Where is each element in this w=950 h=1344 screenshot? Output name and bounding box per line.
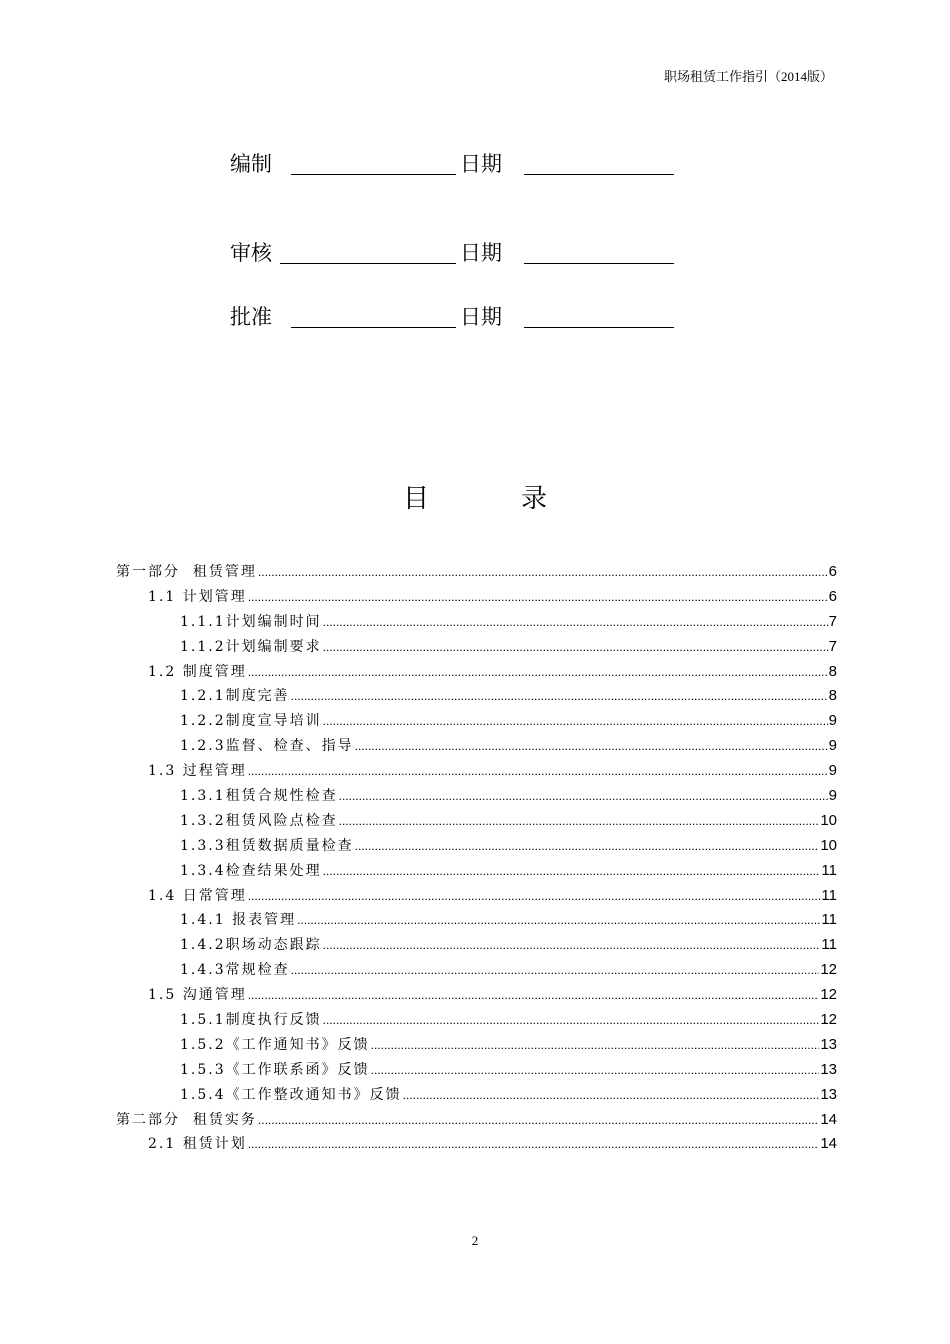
toc-entry-page: 12 <box>820 1011 837 1029</box>
toc-entry[interactable] <box>116 586 837 611</box>
toc-entry[interactable] <box>116 835 837 860</box>
toc-entry-page: 13 <box>820 1085 837 1103</box>
toc-dot-leader <box>248 764 828 778</box>
toc-entry-page: 6 <box>828 587 837 605</box>
toc-entry-label: 1.5.2《工作通知书》反馈 <box>180 1036 370 1053</box>
toc-entry-page: 8 <box>828 687 837 705</box>
toc-entry-label: 1.2 制度管理 <box>148 663 247 680</box>
toc-dot-leader <box>248 665 828 679</box>
toc-entry-page: 9 <box>828 737 837 755</box>
toc-dot-leader <box>248 590 828 604</box>
toc-entry-page: 10 <box>820 836 837 854</box>
toc-entry-label: 第二部分 租赁实务 <box>116 1111 257 1128</box>
toc-dot-leader <box>323 714 828 728</box>
toc-dot-leader <box>248 1137 820 1151</box>
toc-entry-label: 2.1 租赁计划 <box>148 1136 247 1153</box>
review-signature-line <box>280 263 456 264</box>
toc-entry-label: 1.4 日常管理 <box>148 887 247 904</box>
toc-entry[interactable] <box>116 1034 837 1059</box>
approve-signature-line <box>291 327 456 328</box>
toc-entry-page: 10 <box>820 811 837 829</box>
toc-title-char-2: 录 <box>521 484 548 514</box>
toc-dot-leader <box>297 913 820 927</box>
toc-entry-page: 14 <box>820 1110 837 1128</box>
toc-entry-page: 6 <box>828 563 837 580</box>
page-number: 2 <box>471 1233 479 1248</box>
toc-entry-label: 1.4.1 报表管理 <box>180 912 297 929</box>
toc-entry-label: 1.5.1制度执行反馈 <box>180 1012 322 1029</box>
toc-entry[interactable] <box>116 934 837 959</box>
toc-entry-page: 9 <box>828 712 837 730</box>
toc-dot-leader <box>323 1013 820 1027</box>
toc-entry-label: 1.1 计划管理 <box>148 588 247 605</box>
toc-title-char-1: 目 <box>402 484 429 514</box>
toc-entry-label: 1.3.1租赁合规性检查 <box>180 788 338 805</box>
toc-dot-leader <box>371 1063 820 1077</box>
toc-dot-leader <box>355 739 828 753</box>
toc-title <box>0 478 950 515</box>
toc-entry-page: 7 <box>828 612 837 630</box>
toc-entry-label: 1.3 过程管理 <box>148 763 247 780</box>
toc-entry-page: 9 <box>828 787 837 805</box>
toc-entry-label: 1.5.3《工作联系函》反馈 <box>180 1061 370 1078</box>
toc-entry[interactable] <box>116 885 837 910</box>
toc-entry[interactable] <box>116 860 837 885</box>
approve-date-label: 日期 <box>460 305 502 329</box>
review-date-label: 日期 <box>460 241 502 265</box>
toc-entry-label: 1.4.3常规检查 <box>180 962 290 979</box>
toc-entry-label: 1.1.1计划编制时间 <box>180 613 322 630</box>
toc-entry-page: 9 <box>828 762 837 780</box>
toc-entry[interactable] <box>116 661 837 686</box>
compile-date-line <box>524 174 674 175</box>
toc-entry[interactable] <box>116 760 837 785</box>
toc-entry-page: 12 <box>820 986 837 1004</box>
toc-entry-label: 1.2.2制度宣导培训 <box>180 713 322 730</box>
toc-entry[interactable] <box>116 959 837 984</box>
toc-entry-page: 11 <box>821 886 837 904</box>
toc-entry-page: 12 <box>820 961 837 979</box>
toc-dot-leader <box>291 963 820 977</box>
compile-label: 编制 <box>230 152 272 176</box>
toc-entry-page: 8 <box>828 662 837 680</box>
toc-dot-leader <box>323 938 821 952</box>
toc-dot-leader <box>258 1113 819 1127</box>
toc-dot-leader <box>291 689 828 703</box>
toc-dot-leader <box>355 839 820 853</box>
toc-entry[interactable] <box>116 810 837 835</box>
toc-entry-page: 11 <box>821 911 837 929</box>
toc-entry[interactable] <box>116 909 837 934</box>
toc-entry[interactable] <box>116 1059 837 1084</box>
toc-entry-page: 14 <box>820 1135 837 1153</box>
toc-dot-leader <box>339 789 828 803</box>
toc-entry-label: 1.4.2职场动态跟踪 <box>180 937 322 954</box>
running-header: 职场租赁工作指引（2014版） <box>663 69 833 84</box>
review-date-line <box>524 263 674 264</box>
toc-dot-leader <box>403 1088 820 1102</box>
toc-entry[interactable] <box>116 984 837 1009</box>
toc-entry[interactable] <box>116 685 837 710</box>
toc-entry[interactable] <box>116 710 837 735</box>
toc-entry-page: 13 <box>820 1060 837 1078</box>
toc-entry[interactable] <box>116 785 837 810</box>
toc-entry[interactable] <box>116 611 837 636</box>
approve-label: 批准 <box>230 305 272 329</box>
toc-entry[interactable] <box>116 735 837 760</box>
toc-entry[interactable] <box>116 561 837 586</box>
toc-entry-page: 13 <box>820 1035 837 1053</box>
review-label: 审核 <box>230 241 272 265</box>
toc-entry[interactable] <box>116 1009 837 1034</box>
table-of-contents <box>116 561 837 1158</box>
toc-entry-page: 7 <box>828 637 837 655</box>
toc-dot-leader <box>339 814 820 828</box>
toc-entry[interactable] <box>116 1109 837 1134</box>
toc-dot-leader <box>323 864 821 878</box>
toc-dot-leader <box>248 889 821 903</box>
toc-dot-leader <box>371 1038 820 1052</box>
toc-dot-leader <box>258 565 828 579</box>
toc-entry[interactable] <box>116 1133 837 1158</box>
approve-date-line <box>524 327 674 328</box>
toc-entry-label: 1.3.2租赁风险点检查 <box>180 812 338 829</box>
compile-signature-line <box>291 174 456 175</box>
toc-entry-page: 11 <box>821 861 837 879</box>
toc-entry-label: 第一部分 租赁管理 <box>116 564 257 580</box>
compile-date-label: 日期 <box>460 152 502 176</box>
toc-entry-label: 1.3.3租赁数据质量检查 <box>180 837 354 854</box>
toc-dot-leader <box>323 640 828 654</box>
toc-entry-label: 1.3.4检查结果处理 <box>180 862 322 879</box>
toc-dot-leader <box>248 988 820 1002</box>
toc-entry-page: 11 <box>821 936 837 954</box>
toc-entry[interactable] <box>116 1084 837 1109</box>
toc-dot-leader <box>323 615 828 629</box>
toc-entry-label: 1.2.1制度完善 <box>180 688 290 705</box>
toc-entry-label: 1.5 沟通管理 <box>148 987 247 1004</box>
toc-entry-label: 1.2.3监督、检查、指导 <box>180 738 354 755</box>
toc-entry-label: 1.5.4《工作整改通知书》反馈 <box>180 1086 402 1103</box>
toc-entry[interactable] <box>116 636 837 661</box>
toc-entry-label: 1.1.2计划编制要求 <box>180 638 322 655</box>
